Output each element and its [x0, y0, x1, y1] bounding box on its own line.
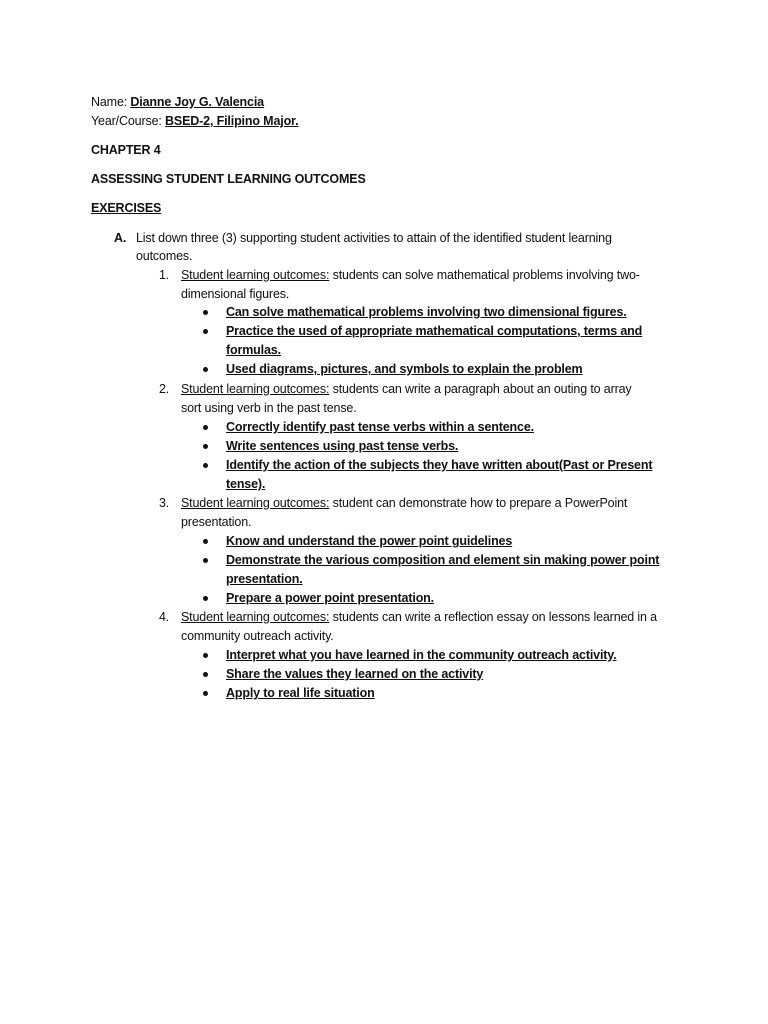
outcome-line: [181, 494, 627, 512]
outcome-text-cont: sort using verb in the past tense.: [181, 401, 357, 415]
outcome-text-cont: dimensional figures.: [181, 287, 290, 301]
bullet-icon: [203, 463, 208, 468]
outcome-line: [181, 380, 632, 398]
outcome-text-cont: community outreach activity.: [181, 629, 334, 643]
section-a-marker: A.: [114, 231, 127, 245]
activity-item: Know and understand the power point guidelines: [226, 534, 513, 548]
activity-item: Share the values they learned on the activity: [226, 667, 484, 681]
bullet-icon: [203, 444, 208, 449]
name-label: Name:: [91, 95, 131, 109]
item-number: 1.: [159, 268, 170, 282]
item-number: 2.: [159, 382, 170, 396]
document-title: ASSESSING STUDENT LEARNING OUTCOMES: [91, 172, 366, 186]
activity-item: Can solve mathematical problems involving two dimensional figures.: [226, 305, 627, 319]
bullet-icon: [203, 691, 208, 696]
outcome-label: Student learning outcomes:: [181, 382, 330, 396]
outcome-label: Student learning outcomes:: [181, 268, 330, 282]
outcome-label: Student learning outcomes:: [181, 610, 330, 624]
bullet-icon: [203, 310, 208, 315]
course-value: BSED-2, Filipino Major.: [165, 114, 299, 128]
section-a-text-line1: List down three (3) supporting student activities to attain of the identified student learning: [136, 231, 612, 245]
bullet-icon: [203, 367, 208, 372]
name-line: [91, 93, 264, 111]
activity-item-cont: tense).: [226, 477, 266, 491]
activity-item: Prepare a power point presentation.: [226, 591, 434, 605]
outcome-text: students can write a paragraph about an outing to array: [329, 382, 632, 396]
bullet-icon: [203, 425, 208, 430]
activity-item: Correctly identify past tense verbs within a sentence.: [226, 420, 534, 434]
activity-item: Write sentences using past tense verbs.: [226, 439, 459, 453]
bullet-icon: [203, 596, 208, 601]
outcome-line: [181, 608, 657, 626]
course-label: Year/Course:: [91, 114, 166, 128]
bullet-icon: [203, 672, 208, 677]
activity-item-cont: formulas.: [226, 343, 281, 357]
activity-item: Used diagrams, pictures, and symbols to explain the problem: [226, 362, 583, 376]
bullet-icon: [203, 653, 208, 658]
name-value: Dianne Joy G. Valencia: [130, 95, 264, 109]
outcome-text: student can demonstrate how to prepare a PowerPoint: [329, 496, 628, 510]
outcome-label: Student learning outcomes:: [181, 496, 330, 510]
item-number: 3.: [159, 496, 170, 510]
course-line: [91, 112, 298, 130]
activity-item: Demonstrate the various composition and element sin making power point: [226, 553, 660, 567]
activity-item: Practice the used of appropriate mathematical computations, terms and: [226, 324, 643, 338]
outcome-line: [181, 266, 640, 284]
bullet-icon: [203, 539, 208, 544]
outcome-text-cont: presentation.: [181, 515, 252, 529]
outcome-text: students can write a reflection essay on lessons learned in a: [329, 610, 657, 624]
activity-item: Interpret what you have learned in the community outreach activity.: [226, 648, 617, 662]
bullet-icon: [203, 558, 208, 563]
bullet-icon: [203, 329, 208, 334]
item-number: 4.: [159, 610, 170, 624]
chapter-heading: CHAPTER 4: [91, 143, 161, 157]
outcome-text: students can solve mathematical problems involving two-: [329, 268, 640, 282]
exercises-heading: EXERCISES: [91, 201, 162, 215]
activity-item-cont: presentation.: [226, 572, 303, 586]
activity-item: Apply to real life situation: [226, 686, 375, 700]
activity-item: Identify the action of the subjects they have written about(Past or Present: [226, 458, 653, 472]
section-a-text-line2: outcomes.: [136, 249, 193, 263]
